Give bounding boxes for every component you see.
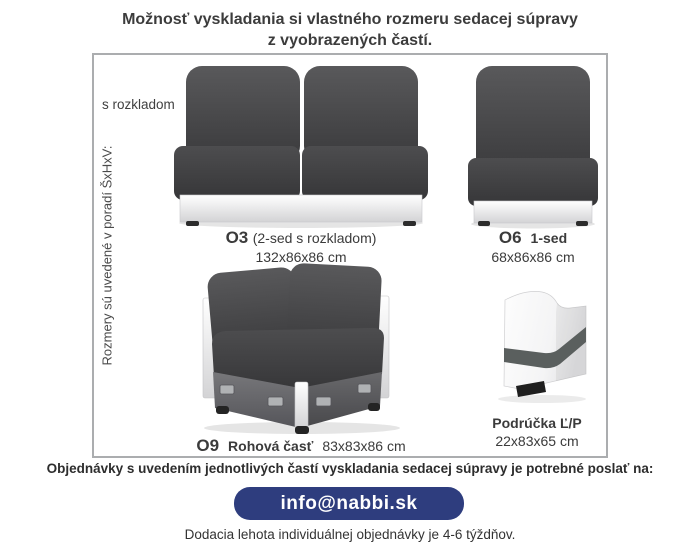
side-note [94, 53, 120, 458]
product-size: 132x86x86 cm [255, 249, 347, 265]
one-seat-sofa-image [466, 60, 600, 230]
title-line2: z vyobrazených častí. [267, 32, 433, 49]
foot [403, 221, 416, 226]
armrest-image [490, 282, 594, 416]
foot [186, 221, 199, 226]
product-code: O3 [225, 228, 249, 247]
product-label-o3 [170, 229, 432, 266]
title-line1: Možnosť vyskladania si vlastného rozmeru sedacej súpravy [122, 11, 578, 28]
delivery-note: Dodacia lehota individuálnej objednávky je 4-6 týždňov. [184, 527, 516, 542]
product-label-o9 [160, 437, 442, 456]
foot [368, 403, 380, 411]
two-seat-sofa-image [170, 60, 432, 230]
foot [478, 221, 490, 226]
product-code: O9 [196, 436, 220, 455]
product-label-armrest [468, 414, 606, 450]
shadow [498, 395, 586, 403]
corner-unit-image [196, 260, 418, 436]
product-size: 68x86x86 cm [491, 249, 575, 265]
foot [216, 406, 229, 414]
product-name: (2-sed s rozkladom) [252, 230, 377, 246]
product-size: 83x83x86 cm [322, 438, 406, 454]
sofa-base [474, 201, 592, 223]
product-label-o6 [466, 229, 600, 266]
product-title [466, 229, 600, 248]
front-corner-panel [295, 382, 308, 428]
sofa-base [180, 195, 422, 222]
product-name: Podrúčka Ľ/P [492, 415, 582, 431]
annotation-s-rozkladom: s rozkladom [102, 97, 175, 112]
foot [576, 221, 588, 226]
product-title [170, 229, 432, 248]
email-button[interactable]: info@nabbi.sk [234, 487, 464, 520]
seat-cushion [174, 146, 300, 200]
page-title [0, 9, 700, 51]
product-name: 1-sed [530, 230, 568, 246]
product-code: O6 [498, 228, 522, 247]
order-note: Objednávky s uvedením jednotlivých častí vyskladania sedacej súpravy je potrebné poslať na: [46, 461, 654, 476]
product-size: 22x83x65 cm [495, 433, 579, 449]
seat-cushion [468, 158, 598, 206]
product-name: Rohová časť [228, 438, 314, 454]
foot [295, 426, 309, 434]
side-note-text: Rozmery sú uvedené v poradí ŠxHxV: [99, 145, 115, 366]
seat-cushion [302, 146, 428, 200]
